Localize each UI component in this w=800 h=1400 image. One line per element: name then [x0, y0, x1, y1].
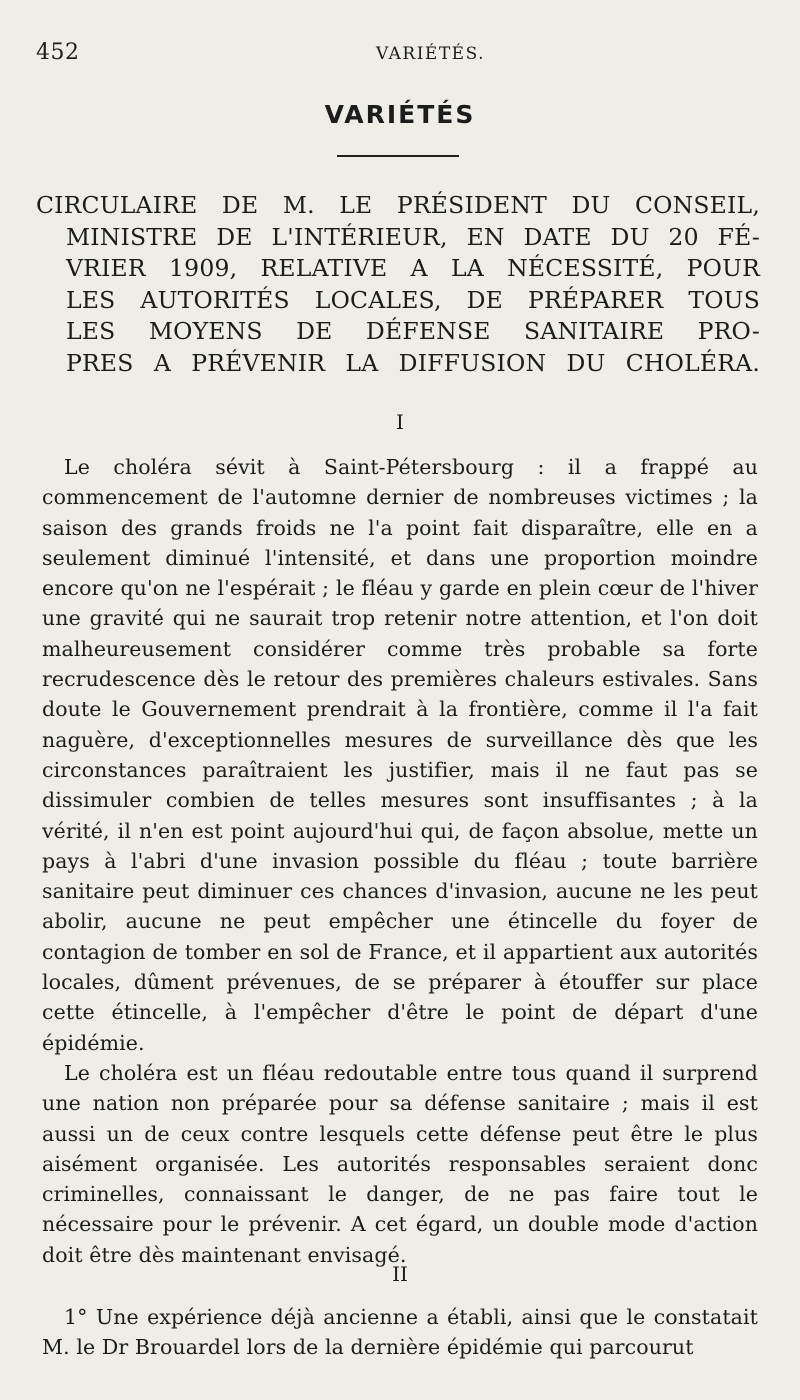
paragraph: Le choléra sévit à Saint-Pétersbourg : il a frappé au commencement de l'automne dernier de nombreuses victimes ; la saison des grands froids ne l'a point fait disparaître, elle en a seulement diminué l'intensité, et dans une proportion moindre encore qu'on ne l'espérait ; le fléau y garde en plein cœur de l'hiver une gravité qui ne saurait trop retenir notre attention, et l'on doit malheureusement considérer comme très probable sa forte recrudescence dès le retour des premières chaleurs estivales. Sans doute le Gouvernement prendrait à la frontière, comme il l'a fait naguère, d'exceptionnelles mesures de surveillance dès que les circonstances paraîtraient les justifier, mais il ne faut pas se dissimuler combien de telles mesures sont insuffisantes ; à la vérité, il n'en est point aujourd'hui qui, de façon absolue, mette un pays à l'abri d'une invasion possible du fléau ; toute barrière sanitaire peut diminuer ces chances d'invasion, aucune ne les peut abolir, aucune ne peut empêcher une étincelle du foyer de contagion de tomber en sol de France, et il appartient aux autorités locales, dûment prévenues, de se préparer à étouffer sur place cette étincelle, à l'empêcher d'être le point de départ d'une épidémie.: [42, 455, 758, 1055]
section-numeral-1: I: [396, 410, 404, 434]
paragraph: 1° Une expérience déjà ancienne a établi, ainsi que le constatait M. le Dr Brouardel lors de la dernière épidémie qui parcourut: [42, 1305, 758, 1360]
circular-title-line: VRIER 1909, RELATIVE A LA NÉCESSITÉ, POUR: [66, 254, 760, 282]
title-rule: [337, 155, 459, 157]
section-title: VARIÉTÉS: [324, 100, 476, 129]
section-2-body: [42, 1302, 758, 1363]
circular-title-line: LES AUTORITÉS LOCALES, DE PRÉPARER TOUS: [66, 285, 760, 314]
circular-title-line: PRES A PRÉVENIR LA DIFFUSION DU CHOLÉRA.: [66, 348, 760, 377]
section-numeral-2: II: [392, 1262, 408, 1286]
section-1-body: [42, 452, 758, 1270]
circular-title: [36, 190, 760, 379]
circular-title-line: MINISTRE DE L'INTÉRIEUR, EN DATE DU 20 FÉ-: [66, 222, 760, 251]
paragraph: Le choléra est un fléau redoutable entre tous quand il surprend une nation non préparée pour sa défense sanitaire ; mais il est aussi un de ceux contre lesquels cette défense peut être le plus aisément organisée. Les autorités responsables seraient donc criminelles, connaissant le danger, de ne pas faire tout le nécessaire pour le prévenir. A cet égard, un double mode d'action doit être dès maintenant envisagé.: [42, 1060, 758, 1267]
running-head: VARIÉTÉS.: [376, 44, 486, 64]
circular-title-line: LES MOYENS DE DÉFENSE SANITAIRE PRO-: [66, 317, 760, 345]
circular-title-line: CIRCULAIRE DE M. LE PRÉSIDENT DU CONSEIL,: [36, 191, 760, 219]
page-number: 452: [36, 40, 80, 65]
page-header: [36, 40, 764, 70]
